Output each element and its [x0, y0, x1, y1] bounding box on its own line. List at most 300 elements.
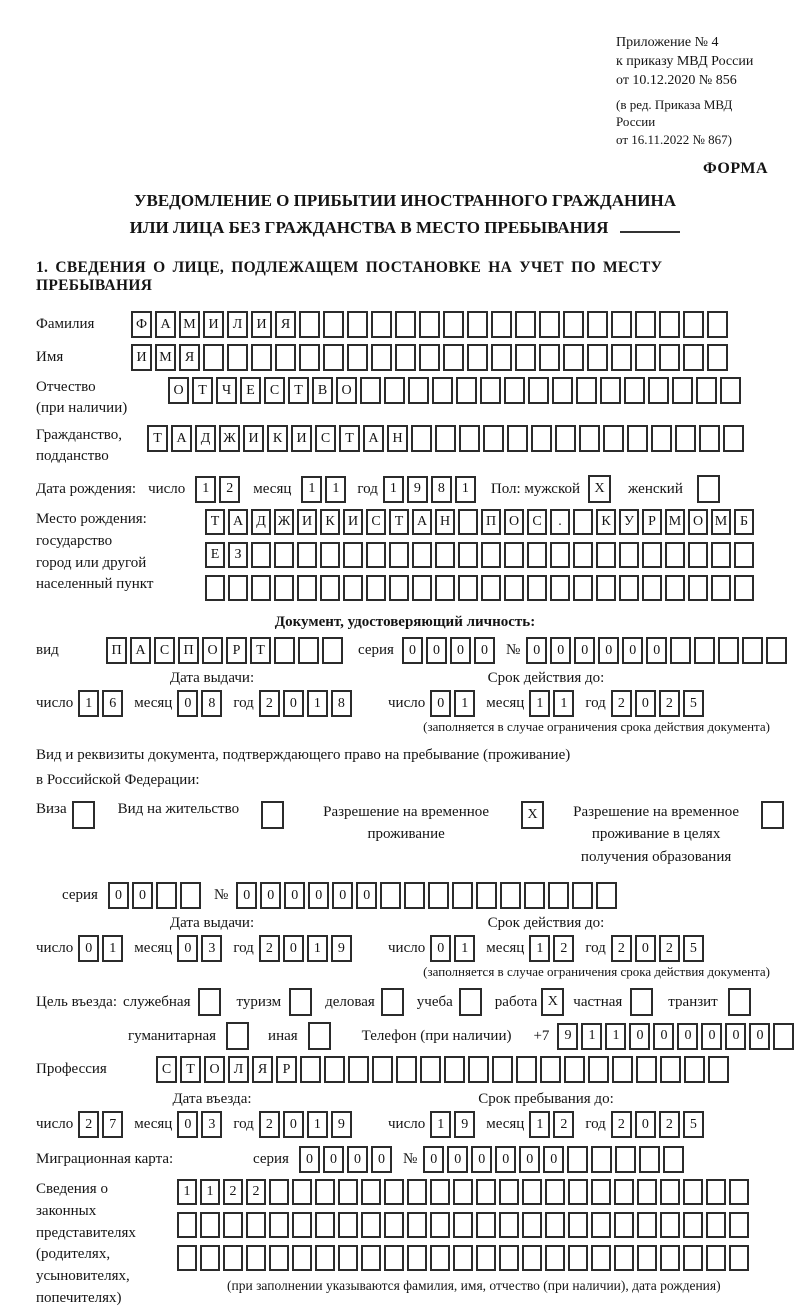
char-box[interactable]: У — [619, 509, 639, 535]
char-box[interactable] — [548, 882, 569, 909]
char-box[interactable] — [611, 311, 632, 338]
char-box[interactable]: П — [481, 509, 501, 535]
char-box[interactable]: Л — [228, 1056, 249, 1083]
char-box[interactable] — [619, 575, 639, 601]
char-box[interactable]: 0 — [677, 1023, 698, 1050]
char-box[interactable]: 0 — [402, 637, 423, 664]
char-box[interactable] — [670, 637, 691, 664]
char-box[interactable] — [524, 882, 545, 909]
char-box[interactable] — [729, 1245, 749, 1271]
char-box[interactable]: 5 — [683, 1111, 704, 1138]
char-box[interactable]: 1 — [454, 935, 475, 962]
char-box[interactable]: 1 — [307, 690, 328, 717]
char-box[interactable] — [683, 1245, 703, 1271]
checkbox[interactable] — [697, 475, 720, 503]
char-box[interactable]: 0 — [236, 882, 257, 909]
char-box[interactable] — [371, 344, 392, 371]
char-box[interactable]: Я — [179, 344, 200, 371]
char-box[interactable]: И — [291, 425, 312, 452]
char-box[interactable]: А — [228, 509, 248, 535]
char-box[interactable]: Н — [435, 509, 455, 535]
char-box[interactable] — [591, 1146, 612, 1173]
char-box[interactable] — [564, 1056, 585, 1083]
char-box[interactable] — [576, 377, 597, 404]
char-box[interactable] — [591, 1179, 611, 1205]
char-box[interactable] — [435, 425, 456, 452]
char-box[interactable]: 0 — [177, 1111, 198, 1138]
char-box[interactable]: 2 — [259, 1111, 280, 1138]
char-box[interactable] — [200, 1212, 220, 1238]
checkbox[interactable] — [381, 988, 404, 1016]
char-box[interactable]: А — [412, 509, 432, 535]
char-box[interactable]: 2 — [553, 1111, 574, 1138]
char-box[interactable]: С — [527, 509, 547, 535]
char-box[interactable] — [251, 575, 271, 601]
char-box[interactable]: 0 — [519, 1146, 540, 1173]
char-box[interactable] — [688, 575, 708, 601]
char-box[interactable] — [591, 1245, 611, 1271]
char-box[interactable] — [550, 575, 570, 601]
char-box[interactable] — [624, 377, 645, 404]
char-box[interactable] — [573, 575, 593, 601]
char-box[interactable] — [458, 542, 478, 568]
char-box[interactable] — [729, 1179, 749, 1205]
char-box[interactable] — [274, 637, 295, 664]
char-box[interactable] — [323, 311, 344, 338]
char-box[interactable]: 0 — [725, 1023, 746, 1050]
char-box[interactable] — [430, 1179, 450, 1205]
char-box[interactable] — [453, 1212, 473, 1238]
char-box[interactable] — [587, 344, 608, 371]
char-box[interactable] — [528, 377, 549, 404]
char-box[interactable] — [347, 311, 368, 338]
char-box[interactable] — [476, 1179, 496, 1205]
char-box[interactable] — [683, 1179, 703, 1205]
char-box[interactable] — [443, 311, 464, 338]
char-box[interactable]: 0 — [283, 1111, 304, 1138]
char-box[interactable]: 0 — [749, 1023, 770, 1050]
char-box[interactable]: О — [204, 1056, 225, 1083]
char-box[interactable] — [299, 311, 320, 338]
char-box[interactable] — [481, 542, 501, 568]
char-box[interactable]: О — [168, 377, 189, 404]
char-box[interactable] — [706, 1179, 726, 1205]
char-box[interactable] — [504, 377, 525, 404]
char-box[interactable] — [320, 542, 340, 568]
char-box[interactable] — [435, 575, 455, 601]
char-box[interactable]: К — [267, 425, 288, 452]
char-box[interactable] — [246, 1245, 266, 1271]
char-box[interactable]: 2 — [611, 690, 632, 717]
char-box[interactable]: П — [106, 637, 127, 664]
char-box[interactable] — [711, 575, 731, 601]
char-box[interactable] — [711, 542, 731, 568]
char-box[interactable] — [642, 542, 662, 568]
char-box[interactable] — [324, 1056, 345, 1083]
char-box[interactable]: М — [665, 509, 685, 535]
char-box[interactable] — [522, 1179, 542, 1205]
char-box[interactable] — [443, 344, 464, 371]
char-box[interactable] — [371, 311, 392, 338]
char-box[interactable] — [384, 1245, 404, 1271]
char-box[interactable]: М — [155, 344, 176, 371]
char-box[interactable]: 0 — [323, 1146, 344, 1173]
char-box[interactable] — [500, 882, 521, 909]
char-box[interactable] — [412, 542, 432, 568]
char-box[interactable] — [708, 1056, 729, 1083]
char-box[interactable] — [723, 425, 744, 452]
char-box[interactable] — [600, 377, 621, 404]
char-box[interactable] — [568, 1245, 588, 1271]
char-box[interactable]: 3 — [201, 935, 222, 962]
char-box[interactable] — [596, 542, 616, 568]
char-box[interactable] — [603, 425, 624, 452]
char-box[interactable] — [675, 425, 696, 452]
char-box[interactable] — [384, 1212, 404, 1238]
char-box[interactable]: Т — [250, 637, 271, 664]
char-box[interactable] — [663, 1146, 684, 1173]
char-box[interactable] — [347, 344, 368, 371]
char-box[interactable] — [573, 542, 593, 568]
char-box[interactable] — [635, 311, 656, 338]
char-box[interactable] — [672, 377, 693, 404]
char-box[interactable]: К — [320, 509, 340, 535]
char-box[interactable]: Т — [339, 425, 360, 452]
char-box[interactable]: 2 — [659, 690, 680, 717]
char-box[interactable] — [591, 1212, 611, 1238]
char-box[interactable] — [614, 1179, 634, 1205]
char-box[interactable] — [515, 344, 536, 371]
char-box[interactable] — [412, 575, 432, 601]
char-box[interactable] — [408, 377, 429, 404]
char-box[interactable] — [343, 542, 363, 568]
char-box[interactable] — [545, 1179, 565, 1205]
char-box[interactable]: М — [711, 509, 731, 535]
char-box[interactable] — [407, 1245, 427, 1271]
char-box[interactable] — [627, 425, 648, 452]
char-box[interactable] — [292, 1179, 312, 1205]
char-box[interactable] — [297, 575, 317, 601]
char-box[interactable]: О — [688, 509, 708, 535]
char-box[interactable] — [177, 1212, 197, 1238]
char-box[interactable]: А — [155, 311, 176, 338]
char-box[interactable] — [407, 1212, 427, 1238]
char-box[interactable] — [637, 1212, 657, 1238]
char-box[interactable] — [372, 1056, 393, 1083]
char-box[interactable] — [665, 575, 685, 601]
char-box[interactable] — [389, 542, 409, 568]
char-box[interactable]: 0 — [332, 882, 353, 909]
checkbox[interactable] — [459, 988, 482, 1016]
checkbox[interactable] — [198, 988, 221, 1016]
char-box[interactable] — [459, 425, 480, 452]
char-box[interactable] — [348, 1056, 369, 1083]
char-box[interactable]: 0 — [177, 935, 198, 962]
char-box[interactable] — [343, 575, 363, 601]
char-box[interactable]: И — [243, 425, 264, 452]
char-box[interactable] — [596, 575, 616, 601]
char-box[interactable]: Ж — [219, 425, 240, 452]
checkbox[interactable] — [728, 988, 751, 1016]
char-box[interactable] — [274, 575, 294, 601]
char-box[interactable] — [637, 1179, 657, 1205]
char-box[interactable] — [380, 882, 401, 909]
checkbox[interactable] — [226, 1022, 249, 1050]
char-box[interactable]: 1 — [383, 476, 404, 503]
checkbox[interactable] — [72, 801, 95, 829]
char-box[interactable]: 0 — [260, 882, 281, 909]
char-box[interactable]: Я — [252, 1056, 273, 1083]
char-box[interactable] — [563, 311, 584, 338]
form-number-underline[interactable] — [620, 217, 680, 233]
char-box[interactable]: Р — [226, 637, 247, 664]
char-box[interactable]: 1 — [307, 1111, 328, 1138]
char-box[interactable]: 8 — [431, 476, 452, 503]
char-box[interactable] — [389, 575, 409, 601]
char-box[interactable] — [246, 1212, 266, 1238]
char-box[interactable] — [384, 377, 405, 404]
char-box[interactable] — [452, 882, 473, 909]
char-box[interactable] — [515, 311, 536, 338]
char-box[interactable] — [684, 1056, 705, 1083]
char-box[interactable]: 0 — [550, 637, 571, 664]
char-box[interactable]: С — [154, 637, 175, 664]
char-box[interactable] — [563, 344, 584, 371]
char-box[interactable] — [361, 1212, 381, 1238]
char-box[interactable] — [298, 637, 319, 664]
char-box[interactable] — [545, 1212, 565, 1238]
char-box[interactable]: 0 — [283, 690, 304, 717]
char-box[interactable] — [539, 344, 560, 371]
char-box[interactable]: 0 — [430, 935, 451, 962]
char-box[interactable]: Д — [195, 425, 216, 452]
char-box[interactable] — [453, 1179, 473, 1205]
char-box[interactable]: К — [596, 509, 616, 535]
char-box[interactable] — [707, 311, 728, 338]
char-box[interactable] — [228, 575, 248, 601]
char-box[interactable]: 0 — [108, 882, 129, 909]
char-box[interactable] — [555, 425, 576, 452]
char-box[interactable] — [456, 377, 477, 404]
char-box[interactable] — [227, 344, 248, 371]
char-box[interactable] — [660, 1245, 680, 1271]
char-box[interactable] — [699, 425, 720, 452]
char-box[interactable] — [292, 1245, 312, 1271]
char-box[interactable]: О — [504, 509, 524, 535]
char-box[interactable] — [404, 882, 425, 909]
char-box[interactable]: 0 — [646, 637, 667, 664]
char-box[interactable]: Ф — [131, 311, 152, 338]
char-box[interactable] — [734, 575, 754, 601]
char-box[interactable] — [491, 311, 512, 338]
char-box[interactable]: 9 — [331, 935, 352, 962]
char-box[interactable] — [504, 575, 524, 601]
char-box[interactable] — [660, 1212, 680, 1238]
char-box[interactable] — [659, 344, 680, 371]
char-box[interactable]: С — [264, 377, 285, 404]
char-box[interactable]: 9 — [407, 476, 428, 503]
char-box[interactable]: 9 — [454, 1111, 475, 1138]
char-box[interactable] — [384, 1179, 404, 1205]
char-box[interactable] — [773, 1023, 794, 1050]
char-box[interactable]: Е — [205, 542, 225, 568]
char-box[interactable]: 2 — [259, 935, 280, 962]
char-box[interactable]: И — [343, 509, 363, 535]
char-box[interactable]: 3 — [201, 1111, 222, 1138]
char-box[interactable] — [419, 311, 440, 338]
char-box[interactable] — [659, 311, 680, 338]
char-box[interactable]: Н — [387, 425, 408, 452]
char-box[interactable]: 7 — [102, 1111, 123, 1138]
char-box[interactable] — [527, 575, 547, 601]
char-box[interactable] — [297, 542, 317, 568]
char-box[interactable] — [683, 311, 704, 338]
char-box[interactable] — [614, 1212, 634, 1238]
char-box[interactable] — [614, 1245, 634, 1271]
char-box[interactable]: 0 — [356, 882, 377, 909]
char-box[interactable] — [300, 1056, 321, 1083]
char-box[interactable] — [338, 1212, 358, 1238]
char-box[interactable]: 0 — [526, 637, 547, 664]
char-box[interactable] — [361, 1245, 381, 1271]
char-box[interactable]: С — [315, 425, 336, 452]
char-box[interactable]: 1 — [78, 690, 99, 717]
char-box[interactable] — [612, 1056, 633, 1083]
char-box[interactable]: Д — [251, 509, 271, 535]
char-box[interactable]: 0 — [653, 1023, 674, 1050]
char-box[interactable] — [694, 637, 715, 664]
char-box[interactable] — [468, 1056, 489, 1083]
char-box[interactable]: Б — [734, 509, 754, 535]
char-box[interactable] — [320, 575, 340, 601]
char-box[interactable] — [467, 311, 488, 338]
char-box[interactable] — [588, 1056, 609, 1083]
char-box[interactable] — [639, 1146, 660, 1173]
checkbox[interactable] — [308, 1022, 331, 1050]
char-box[interactable]: 0 — [474, 637, 495, 664]
char-box[interactable]: 9 — [557, 1023, 578, 1050]
char-box[interactable] — [660, 1056, 681, 1083]
checkbox[interactable] — [289, 988, 312, 1016]
char-box[interactable] — [323, 344, 344, 371]
char-box[interactable] — [507, 425, 528, 452]
char-box[interactable]: 0 — [132, 882, 153, 909]
char-box[interactable] — [545, 1245, 565, 1271]
char-box[interactable] — [292, 1212, 312, 1238]
char-box[interactable]: 0 — [635, 690, 656, 717]
char-box[interactable]: 0 — [308, 882, 329, 909]
char-box[interactable] — [527, 542, 547, 568]
char-box[interactable]: 2 — [259, 690, 280, 717]
char-box[interactable]: И — [251, 311, 272, 338]
char-box[interactable]: Т — [147, 425, 168, 452]
char-box[interactable]: Е — [240, 377, 261, 404]
char-box[interactable]: 0 — [622, 637, 643, 664]
char-box[interactable]: 2 — [246, 1179, 266, 1205]
char-box[interactable] — [552, 377, 573, 404]
char-box[interactable]: 5 — [683, 935, 704, 962]
char-box[interactable] — [615, 1146, 636, 1173]
char-box[interactable]: 1 — [455, 476, 476, 503]
char-box[interactable]: 1 — [195, 476, 216, 503]
checkbox[interactable]: X — [521, 801, 544, 829]
char-box[interactable] — [366, 575, 386, 601]
char-box[interactable]: 1 — [301, 476, 322, 503]
char-box[interactable] — [567, 1146, 588, 1173]
char-box[interactable]: 8 — [201, 690, 222, 717]
char-box[interactable]: 1 — [307, 935, 328, 962]
char-box[interactable] — [637, 1245, 657, 1271]
char-box[interactable] — [499, 1245, 519, 1271]
char-box[interactable] — [573, 509, 593, 535]
char-box[interactable]: 0 — [635, 935, 656, 962]
char-box[interactable]: 9 — [331, 1111, 352, 1138]
char-box[interactable]: 2 — [78, 1111, 99, 1138]
char-box[interactable] — [522, 1245, 542, 1271]
char-box[interactable]: 0 — [78, 935, 99, 962]
char-box[interactable] — [458, 509, 478, 535]
char-box[interactable] — [635, 344, 656, 371]
char-box[interactable] — [642, 575, 662, 601]
char-box[interactable] — [444, 1056, 465, 1083]
char-box[interactable] — [587, 311, 608, 338]
char-box[interactable] — [275, 344, 296, 371]
char-box[interactable]: 0 — [283, 935, 304, 962]
char-box[interactable]: 0 — [284, 882, 305, 909]
char-box[interactable] — [476, 1212, 496, 1238]
char-box[interactable] — [683, 344, 704, 371]
char-box[interactable] — [660, 1179, 680, 1205]
char-box[interactable] — [651, 425, 672, 452]
char-box[interactable] — [481, 575, 501, 601]
char-box[interactable] — [435, 542, 455, 568]
char-box[interactable]: 6 — [102, 690, 123, 717]
char-box[interactable]: Р — [642, 509, 662, 535]
char-box[interactable] — [476, 1245, 496, 1271]
char-box[interactable]: Л — [227, 311, 248, 338]
char-box[interactable] — [322, 637, 343, 664]
char-box[interactable] — [539, 311, 560, 338]
char-box[interactable] — [540, 1056, 561, 1083]
char-box[interactable] — [366, 542, 386, 568]
char-box[interactable] — [156, 882, 177, 909]
char-box[interactable]: . — [550, 509, 570, 535]
char-box[interactable] — [396, 1056, 417, 1083]
char-box[interactable]: 0 — [430, 690, 451, 717]
char-box[interactable]: 1 — [200, 1179, 220, 1205]
char-box[interactable] — [299, 344, 320, 371]
char-box[interactable] — [648, 377, 669, 404]
char-box[interactable]: 0 — [574, 637, 595, 664]
char-box[interactable]: 2 — [223, 1179, 243, 1205]
char-box[interactable] — [395, 344, 416, 371]
char-box[interactable]: 1 — [529, 935, 550, 962]
char-box[interactable]: 2 — [611, 935, 632, 962]
char-box[interactable] — [269, 1179, 289, 1205]
char-box[interactable]: 2 — [553, 935, 574, 962]
char-box[interactable] — [315, 1245, 335, 1271]
char-box[interactable] — [361, 1179, 381, 1205]
char-box[interactable] — [430, 1245, 450, 1271]
char-box[interactable]: 0 — [495, 1146, 516, 1173]
char-box[interactable] — [432, 377, 453, 404]
char-box[interactable] — [688, 542, 708, 568]
char-box[interactable] — [707, 344, 728, 371]
char-box[interactable] — [636, 1056, 657, 1083]
char-box[interactable]: Т — [180, 1056, 201, 1083]
char-box[interactable] — [205, 575, 225, 601]
char-box[interactable]: 0 — [471, 1146, 492, 1173]
